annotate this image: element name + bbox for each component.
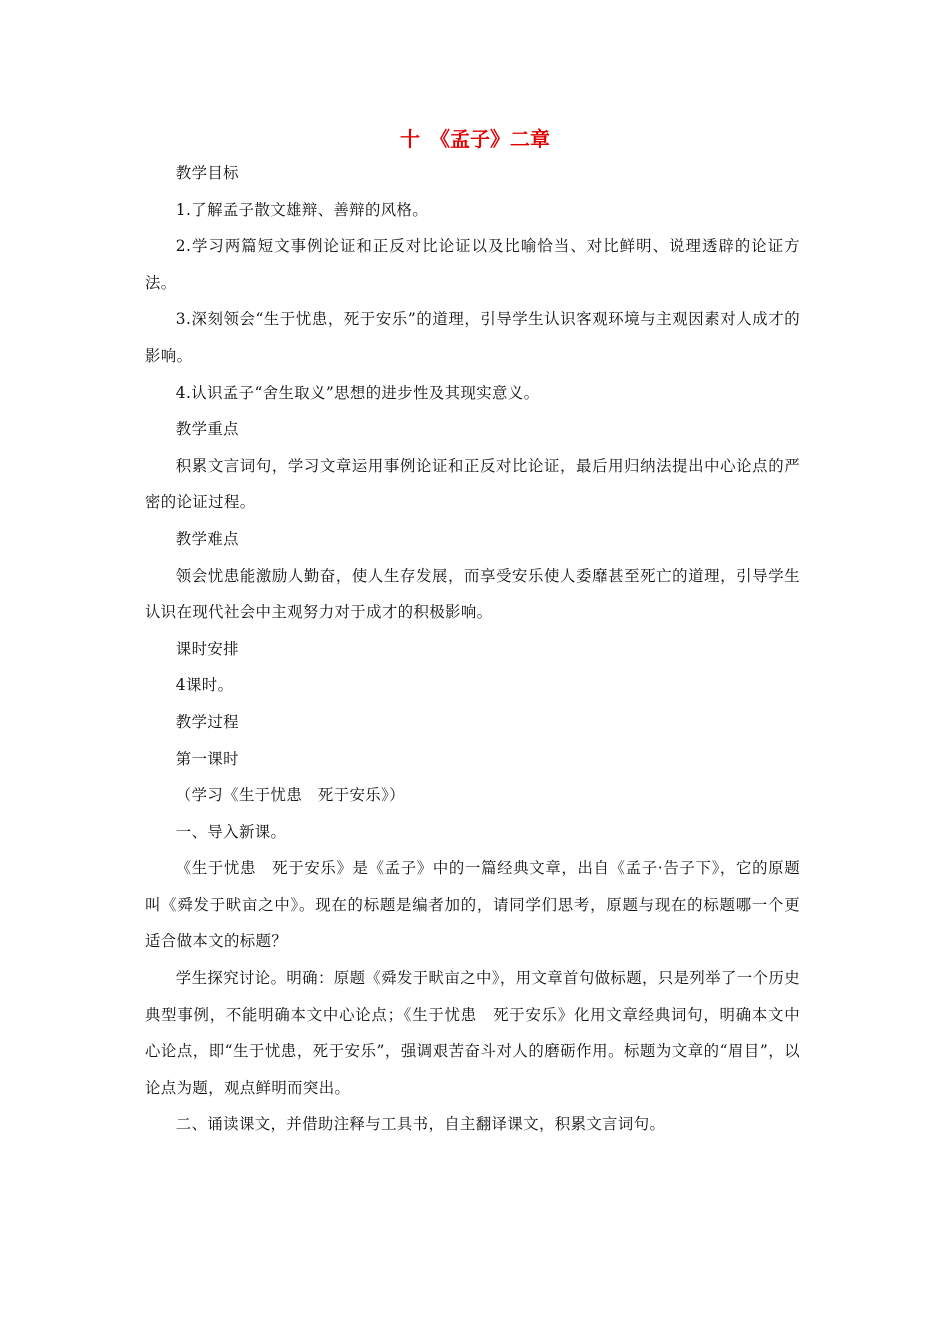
heading-schedule: 课时安排 <box>175 639 239 658</box>
heading-difficulties: 教学难点 <box>175 529 239 548</box>
goal-3: 3.深刻领会“生于忧患，死于安乐”的道理，引导学生认识客观环境与主观因素对人成才的影响。 <box>145 310 800 365</box>
key-points-text: 积累文言词句，学习文章运用事例论证和正反对比论证，最后用归纳法提出中心论点的严密的论证过程。 <box>145 456 800 512</box>
document-body <box>145 155 800 1143</box>
step-one-heading: 一、导入新课。 <box>175 822 287 841</box>
goal-4: 4.认识孟子“舍生取义”思想的进步性及其现实意义。 <box>175 383 540 402</box>
discussion-text: 学生探究讨论。明确：原题《舜发于畎亩之中》，用文章首句做标题，只是列举了一个历史典型事例，不能明确本文中心论点；《生于忧患 死于安乐》化用文章经典词句，明确本文中心论点，即“生于忧患，死于安乐”，强调艰苦奋斗对人的磨砺作用。标题为文章的“眉目”，以论点为题，观点鲜明而突出。 <box>145 969 800 1097</box>
heading-key-points: 教学重点 <box>175 420 239 439</box>
lesson-one-subtitle: （学习《生于忧患 死于安乐》） <box>175 786 405 805</box>
lesson-one-heading: 第一课时 <box>175 749 239 768</box>
document-title: 十 《孟子》二章 <box>400 127 550 151</box>
schedule-text: 4课时。 <box>175 676 234 695</box>
step-two-heading: 二、诵读课文，并借助注释与工具书，自主翻译课文，积累文言词句。 <box>175 1115 666 1134</box>
step-one-text: 《生于忧患 死于安乐》是《孟子》中的一篇经典文章，出自《孟子·告子下》，它的原题叫《舜发于畎亩之中》。现在的标题是编者加的，请同学们思考，原题与现在的标题哪一个更适合做本文的标题？ <box>145 859 800 951</box>
heading-teaching-goals: 教学目标 <box>175 164 239 182</box>
goal-1: 1.了解孟子散文雄辩、善辩的风格。 <box>175 200 429 219</box>
difficulties-text: 领会忧患能激励人勤奋，使人生存发展，而享受安乐使人委靡甚至死亡的道理，引导学生认识在现代社会中主观努力对于成才的积极影响。 <box>145 566 800 622</box>
heading-process: 教学过程 <box>175 712 239 731</box>
goal-2: 2.学习两篇短文事例论证和正反对比论证以及比喻恰当、对比鲜明、说理透辟的论证方法。 <box>145 237 800 292</box>
